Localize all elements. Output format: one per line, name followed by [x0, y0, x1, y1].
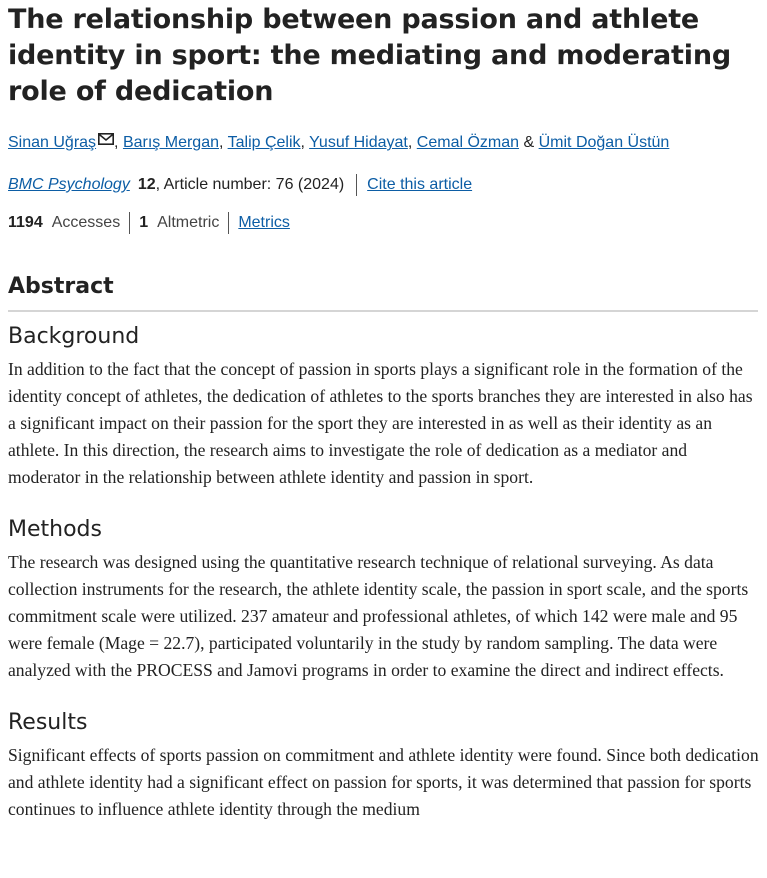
article-title: The relationship between passion and athlete identity in sport: the mediating and moderating role of dedication — [8, 4, 731, 107]
journal-info — [8, 174, 759, 196]
cite-article-link[interactable]: Cite this article — [367, 176, 473, 193]
volume-number: 12 — [137, 176, 156, 193]
author-list: Sinan Uğraş , Barış Mergan, Talip Çelik, Yusuf Hidayat, Cemal Özman & Ümit Doğan Üstün — [8, 130, 759, 154]
methods-heading: Methods — [8, 517, 102, 542]
article-metrics — [8, 212, 759, 234]
altmetric-count: 1 — [139, 214, 149, 231]
background-text: In addition to the fact that the concept of passion in sports plays a significant role in the formation of the identity concept of athletes, the dedication of athletes to the sports branches they are interested in also has a significant impact on their passion for the sport they are interested in as well as their identity as an athlete. In this direction, the research aims to investigate the role of dedication as a mediator and moderator in the relationship between athlete identity and passion in sport. — [8, 359, 753, 487]
altmetric-label: Altmetric — [157, 214, 220, 231]
author-link[interactable]: Talip Çelik — [227, 134, 301, 151]
author-link[interactable]: Yusuf Hidayat — [309, 134, 408, 151]
methods-text: The research was designed using the quantitative research technique of relational surveying. As data collection instruments for the research, the athlete identity scale, the passion in sport scale, and the sports commitment scale were utilized. 237 amateur and professional athletes, of which 142 were male and 95 were female (Mage = 22.7), participated voluntarily in the study by random sampling. The data were analyzed with the PROCESS and Jamovi programs in order to examine the direct and indirect effects. — [8, 552, 749, 680]
author-link[interactable]: Ümit Doğan Üstün — [538, 134, 670, 151]
author-and: & — [523, 134, 535, 151]
journal-link[interactable]: BMC Psychology — [8, 176, 130, 193]
results-heading: Results — [8, 710, 88, 735]
article-number: , Article number: 76 (2024) — [155, 176, 345, 193]
divider — [356, 174, 357, 196]
divider — [129, 212, 130, 234]
metrics-link[interactable]: Metrics — [238, 214, 290, 231]
background-heading: Background — [8, 324, 140, 349]
envelope-icon[interactable] — [98, 130, 114, 152]
accesses-label: Accesses — [51, 214, 121, 231]
results-text: Significant effects of sports passion on commitment and athlete identity were found. Since both dedication and athlete identity had a significant effect on passion for sports, it was determined that passion for sports continues to influence athlete identity through the medium — [8, 745, 759, 819]
author-link[interactable]: Barış Mergan — [122, 134, 219, 151]
divider — [228, 212, 229, 234]
accesses-count: 1194 — [8, 214, 43, 231]
author-link[interactable]: Sinan Uğraş — [8, 134, 97, 151]
author-link[interactable]: Cemal Özman — [416, 134, 520, 151]
abstract-heading: Abstract — [8, 272, 758, 312]
